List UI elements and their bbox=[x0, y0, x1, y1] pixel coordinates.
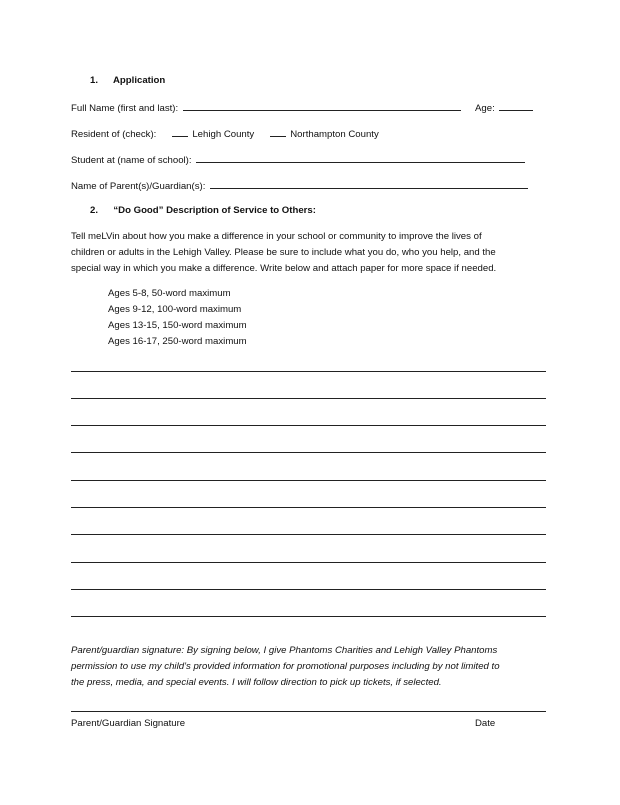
instructions-line-3: special way in which you make a difference. Write below and attach paper for more space if needed. bbox=[71, 263, 497, 274]
word-limit-item: Ages 9-12, 100-word maximum bbox=[108, 304, 242, 315]
writing-line[interactable] bbox=[71, 398, 546, 399]
section-1-number: 1. bbox=[90, 75, 99, 86]
section-2-heading bbox=[90, 205, 316, 216]
school-field[interactable] bbox=[196, 153, 525, 163]
age-row bbox=[475, 101, 533, 114]
full-name-field[interactable] bbox=[183, 101, 461, 111]
northampton-county-label: Northampton County bbox=[290, 129, 379, 140]
age-label: Age: bbox=[475, 103, 495, 114]
writing-line[interactable] bbox=[71, 534, 546, 535]
word-limit-item: Ages 5-8, 50-word maximum bbox=[108, 288, 231, 299]
age-field[interactable] bbox=[499, 101, 533, 111]
resident-label: Resident of (check): bbox=[71, 129, 157, 140]
instructions-line-2: children or adults in the Lehigh Valley. Please be sure to include what you do, who you help, and the bbox=[71, 247, 496, 258]
resident-row bbox=[71, 127, 379, 140]
date-label: Date bbox=[475, 718, 496, 729]
instructions-line-1: Tell meLVin about how you make a difference in your school or community to improve the lives of bbox=[71, 231, 482, 242]
section-1-title: Application bbox=[113, 75, 166, 86]
writing-line[interactable] bbox=[71, 507, 546, 508]
school-row bbox=[71, 153, 525, 166]
consent-line-3: the press, media, and special events. I will follow direction to pick up tickets, if selected. bbox=[71, 677, 442, 688]
writing-line[interactable] bbox=[71, 589, 546, 590]
parent-row bbox=[71, 179, 528, 192]
word-limit-item: Ages 16-17, 250-word maximum bbox=[108, 336, 247, 347]
full-name-label: Full Name (first and last): bbox=[71, 103, 179, 114]
lehigh-county-label: Lehigh County bbox=[192, 129, 255, 140]
writing-line[interactable] bbox=[71, 616, 546, 617]
consent-line-2: permission to use my child’s provided information for promotional purposes including by not limited to bbox=[71, 661, 500, 672]
full-name-row bbox=[71, 101, 461, 114]
writing-line[interactable] bbox=[71, 480, 546, 481]
writing-line[interactable] bbox=[71, 562, 546, 563]
signature-line[interactable] bbox=[71, 711, 546, 712]
word-limit-item: Ages 13-15, 150-word maximum bbox=[108, 320, 247, 331]
writing-line[interactable] bbox=[71, 425, 546, 426]
writing-line[interactable] bbox=[71, 452, 546, 453]
section-1-heading bbox=[90, 75, 165, 86]
lehigh-county-checkbox[interactable] bbox=[172, 127, 188, 137]
writing-line[interactable] bbox=[71, 371, 546, 372]
consent-line-1: Parent/guardian signature: By signing below, I give Phantoms Charities and Lehigh Valley Phantoms bbox=[71, 645, 498, 656]
section-2-number: 2. bbox=[90, 205, 99, 216]
parent-label: Name of Parent(s)/Guardian(s): bbox=[71, 181, 206, 192]
signature-label: Parent/Guardian Signature bbox=[71, 718, 186, 729]
school-label: Student at (name of school): bbox=[71, 155, 192, 166]
northampton-county-checkbox[interactable] bbox=[270, 127, 286, 137]
section-2-title: “Do Good” Description of Service to Others: bbox=[113, 205, 316, 216]
parent-field[interactable] bbox=[210, 179, 528, 189]
